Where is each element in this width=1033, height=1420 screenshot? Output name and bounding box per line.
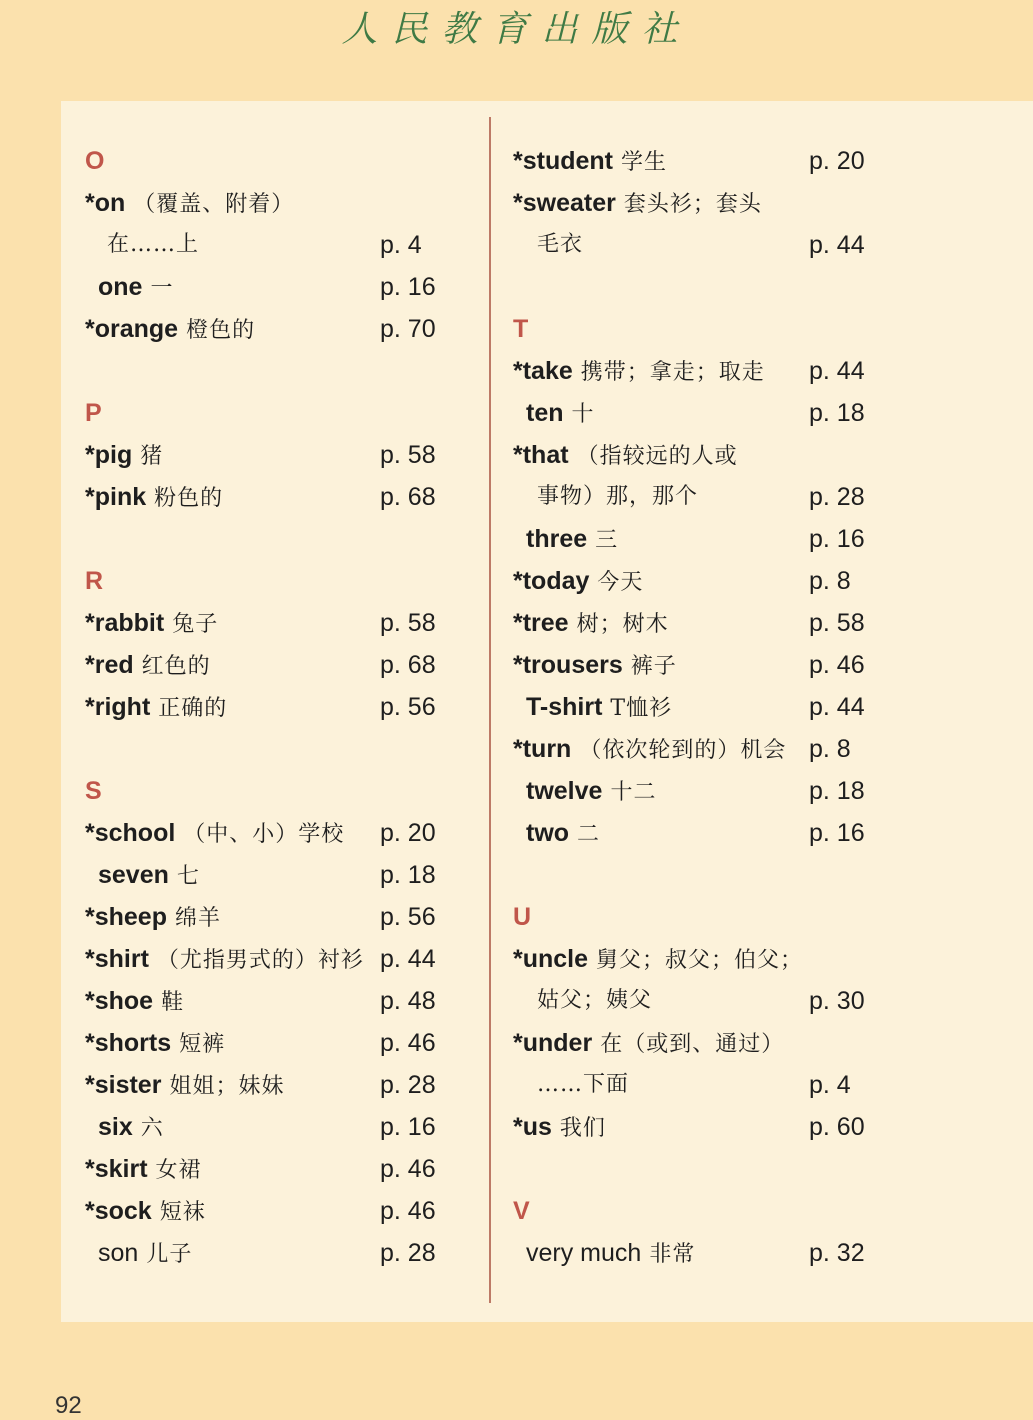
entry-word: son <box>98 1239 139 1267</box>
entry-page-ref: p. 56 <box>380 693 436 721</box>
entry-meaning: 事物）那，那个 <box>537 484 699 509</box>
glossary-entry-continuation <box>85 224 445 266</box>
entry-page-ref: p. 44 <box>809 357 865 385</box>
entry-page-ref: p. 46 <box>380 1155 436 1183</box>
entry-meaning: 女裙 <box>155 1158 202 1183</box>
entry-page-ref: p. 28 <box>380 1239 436 1267</box>
entry-page-ref: p. 46 <box>809 651 865 679</box>
entry-page-ref: p. 46 <box>380 1029 436 1057</box>
entry-page-ref: p. 4 <box>380 231 422 259</box>
entry-word: *sock <box>85 1197 152 1225</box>
page-number: 92 <box>55 1392 82 1419</box>
entry-word: *student <box>513 147 613 175</box>
glossary-entry <box>513 770 878 812</box>
entry-meaning: 十 <box>571 402 595 427</box>
section-letter-text: U <box>513 903 532 931</box>
entry-word: *uncle <box>513 945 589 973</box>
section-letter <box>85 392 445 434</box>
entry-meaning: 粉色的 <box>154 486 224 511</box>
entry-page-ref: p. 8 <box>809 735 851 763</box>
glossary-entry <box>85 1064 445 1106</box>
entry-meaning: 我们 <box>559 1116 606 1141</box>
section-letter <box>85 140 445 182</box>
glossary-right-column <box>513 140 878 1274</box>
entry-page-ref: p. 20 <box>809 147 865 175</box>
section-letter-text: V <box>513 1197 530 1225</box>
entry-page-ref: p. 60 <box>809 1113 865 1141</box>
entry-meaning: 裤子 <box>630 654 677 679</box>
glossary-entry <box>513 392 878 434</box>
glossary-entry <box>85 434 445 476</box>
entry-word: *red <box>85 651 134 679</box>
entry-word: *sheep <box>85 903 167 931</box>
entry-word: twelve <box>526 777 603 805</box>
glossary-entry <box>513 1106 878 1148</box>
entry-meaning: 三 <box>595 528 619 553</box>
entry-word: two <box>526 819 570 847</box>
section-letter-text: R <box>85 567 104 595</box>
entry-page-ref: p. 18 <box>809 777 865 805</box>
entry-word: seven <box>98 861 169 889</box>
entry-meaning: 携带；拿走；取走 <box>580 360 765 385</box>
glossary-entry <box>513 182 878 224</box>
glossary-left-column <box>85 140 445 1274</box>
blank-line <box>513 854 878 896</box>
entry-page-ref: p. 32 <box>809 1239 865 1267</box>
glossary-entry <box>85 1106 445 1148</box>
glossary-entry <box>513 560 878 602</box>
glossary-entry <box>513 602 878 644</box>
glossary-entry <box>85 1232 445 1274</box>
entry-meaning: ……下面 <box>537 1072 630 1097</box>
entry-page-ref: p. 16 <box>809 525 865 553</box>
entry-page-ref: p. 18 <box>380 861 436 889</box>
entry-word: *pig <box>85 441 133 469</box>
entry-meaning: 鞋 <box>161 990 185 1015</box>
section-letter <box>513 308 878 350</box>
glossary-entry <box>85 476 445 518</box>
entry-word: ten <box>526 399 564 427</box>
entry-word: very much <box>526 1239 642 1267</box>
entry-page-ref: p. 20 <box>380 819 436 847</box>
glossary-entry <box>85 896 445 938</box>
entry-word: *school <box>85 819 176 847</box>
glossary-entry-continuation <box>513 1064 878 1106</box>
entry-meaning: 在（或到、通过） <box>600 1032 785 1057</box>
entry-word: *tree <box>513 609 569 637</box>
entry-meaning: （尤指男式的）衬衫 <box>156 948 364 973</box>
entry-meaning: 短袜 <box>159 1200 206 1225</box>
entry-meaning: 套头衫；套头 <box>623 192 762 217</box>
blank-line <box>85 728 445 770</box>
entry-page-ref: p. 46 <box>380 1197 436 1225</box>
entry-word: *right <box>85 693 151 721</box>
entry-word: *trousers <box>513 651 623 679</box>
glossary-entry <box>85 308 445 350</box>
glossary-entry-continuation <box>513 224 878 266</box>
section-letter-text: P <box>85 399 102 427</box>
glossary-entry <box>513 1232 878 1274</box>
entry-word: six <box>98 1113 133 1141</box>
section-letter <box>513 896 878 938</box>
entry-meaning: 舅父；叔父；伯父； <box>596 948 804 973</box>
entry-word: T-shirt <box>526 693 603 721</box>
entry-word: *shorts <box>85 1029 172 1057</box>
entry-word: *turn <box>513 735 572 763</box>
entry-page-ref: p. 58 <box>380 441 436 469</box>
glossary-entry <box>85 182 445 224</box>
entry-page-ref: p. 58 <box>380 609 436 637</box>
entry-page-ref: p. 56 <box>380 903 436 931</box>
entry-word: *sweater <box>513 189 616 217</box>
entry-word: *skirt <box>85 1155 148 1183</box>
entry-word: *today <box>513 567 590 595</box>
entry-page-ref: p. 8 <box>809 567 851 595</box>
glossary-entry-continuation <box>513 476 878 518</box>
entry-word: *sister <box>85 1071 162 1099</box>
glossary-entry <box>513 644 878 686</box>
entry-page-ref: p. 30 <box>809 987 865 1015</box>
entry-page-ref: p. 16 <box>380 273 436 301</box>
entry-word: *pink <box>85 483 147 511</box>
entry-meaning: （中、小）学校 <box>183 822 345 847</box>
entry-meaning: 非常 <box>649 1242 696 1267</box>
entry-meaning: 正确的 <box>158 696 228 721</box>
section-letter-text: S <box>85 777 102 805</box>
entry-page-ref: p. 48 <box>380 987 436 1015</box>
glossary-entry <box>85 980 445 1022</box>
entry-meaning: 在……上 <box>107 232 200 257</box>
entry-meaning: 毛衣 <box>537 232 584 257</box>
glossary-entry <box>85 812 445 854</box>
entry-meaning: 绵羊 <box>174 906 221 931</box>
entry-meaning: 短裤 <box>179 1032 226 1057</box>
entry-page-ref: p. 18 <box>809 399 865 427</box>
entry-meaning: 橙色的 <box>186 318 256 343</box>
entry-meaning: （依次轮到的）机会 <box>579 738 787 763</box>
entry-word: *that <box>513 441 569 469</box>
entry-meaning: 树；树木 <box>576 612 669 637</box>
glossary-entry <box>85 938 445 980</box>
entry-meaning: 兔子 <box>172 612 219 637</box>
entry-page-ref: p. 44 <box>380 945 436 973</box>
glossary-entry <box>513 518 878 560</box>
glossary-entry <box>85 1190 445 1232</box>
glossary-entry <box>513 728 878 770</box>
entry-page-ref: p. 28 <box>809 483 865 511</box>
entry-page-ref: p. 58 <box>809 609 865 637</box>
entry-meaning: 学生 <box>621 150 668 175</box>
blank-line <box>85 518 445 560</box>
entry-word: *take <box>513 357 573 385</box>
glossary-entry <box>513 350 878 392</box>
glossary-entry <box>513 938 878 980</box>
entry-meaning: 猪 <box>140 444 164 469</box>
glossary-entry <box>85 1148 445 1190</box>
entry-meaning: （覆盖、附着） <box>133 192 295 217</box>
glossary-entry <box>513 686 878 728</box>
glossary-entry <box>85 602 445 644</box>
blank-line <box>513 266 878 308</box>
glossary-entry <box>513 140 878 182</box>
glossary-entry <box>85 644 445 686</box>
entry-word: *us <box>513 1113 552 1141</box>
entry-word: *shirt <box>85 945 149 973</box>
entry-meaning: 二 <box>577 822 601 847</box>
entry-page-ref: p. 16 <box>380 1113 436 1141</box>
entry-page-ref: p. 68 <box>380 651 436 679</box>
section-letter <box>513 1190 878 1232</box>
glossary-entry <box>85 266 445 308</box>
entry-word: *orange <box>85 315 179 343</box>
glossary-entry-continuation <box>513 980 878 1022</box>
entry-meaning: （指较远的人或 <box>576 444 738 469</box>
entry-meaning: 今天 <box>597 570 644 595</box>
glossary-entry <box>513 1022 878 1064</box>
blank-line <box>85 350 445 392</box>
glossary-entry <box>513 434 878 476</box>
entry-page-ref: p. 44 <box>809 693 865 721</box>
entry-meaning: 姐姐；妹妹 <box>169 1074 285 1099</box>
entry-page-ref: p. 28 <box>380 1071 436 1099</box>
column-divider <box>489 117 491 1303</box>
entry-page-ref: p. 16 <box>809 819 865 847</box>
entry-meaning: 十二 <box>610 780 657 805</box>
section-letter <box>85 560 445 602</box>
section-letter-text: T <box>513 315 529 343</box>
entry-page-ref: p. 4 <box>809 1071 851 1099</box>
entry-meaning: T恤衫 <box>610 696 673 721</box>
entry-meaning: 姑父；姨父 <box>537 988 653 1013</box>
entry-word: *shoe <box>85 987 154 1015</box>
entry-meaning: 七 <box>176 864 200 889</box>
glossary-entry <box>513 812 878 854</box>
entry-word: three <box>526 525 588 553</box>
entry-page-ref: p. 68 <box>380 483 436 511</box>
section-letter-text: O <box>85 147 105 175</box>
entry-word: *under <box>513 1029 593 1057</box>
blank-line <box>513 1148 878 1190</box>
entry-word: *on <box>85 189 126 217</box>
glossary-entry <box>85 686 445 728</box>
entry-page-ref: p. 70 <box>380 315 436 343</box>
publisher-logo: 人民教育出版社 <box>341 9 692 50</box>
glossary-entry <box>85 1022 445 1064</box>
glossary-entry <box>85 854 445 896</box>
entry-page-ref: p. 44 <box>809 231 865 259</box>
entry-meaning: 六 <box>140 1116 164 1141</box>
section-letter <box>85 770 445 812</box>
entry-word: *rabbit <box>85 609 165 637</box>
entry-meaning: 儿子 <box>146 1242 193 1267</box>
entry-meaning: 红色的 <box>141 654 211 679</box>
entry-meaning: 一 <box>150 276 174 301</box>
entry-word: one <box>98 273 143 301</box>
